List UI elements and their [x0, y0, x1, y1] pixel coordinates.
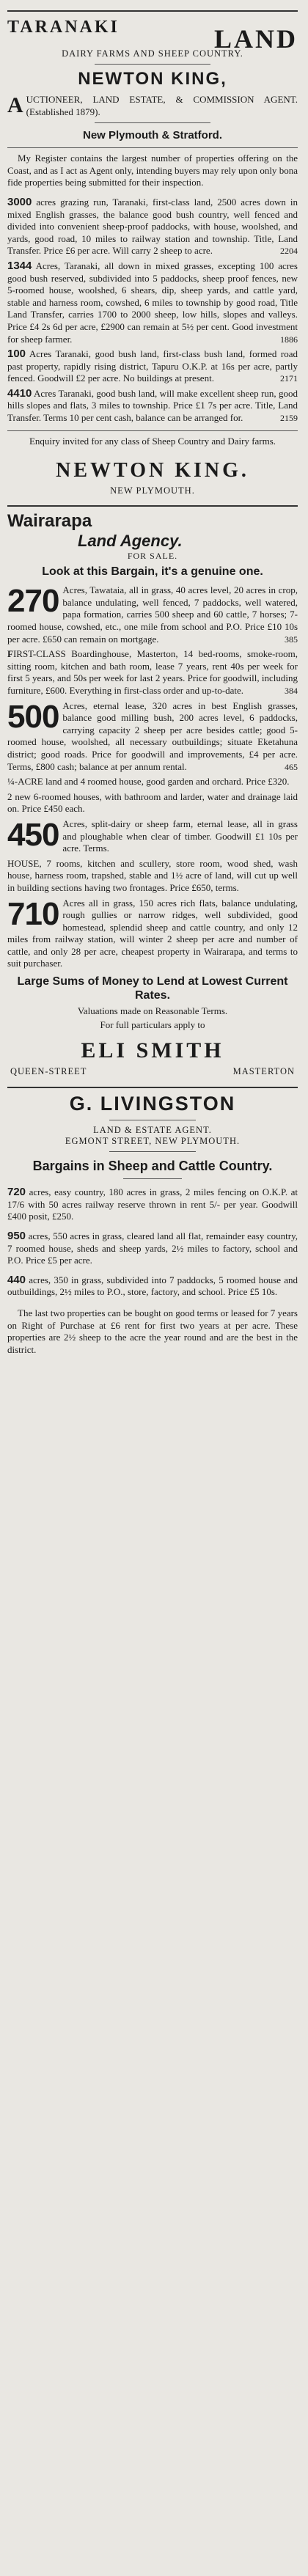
signature-place: NEW PLYMOUTH.	[110, 485, 195, 496]
newspaper-column	[7, 6, 298, 1356]
listing-quarter-acre	[7, 776, 298, 788]
signature-newton-king: NEWTON KING.	[56, 459, 249, 482]
listing-ref: 2204	[280, 246, 298, 257]
particulars-note: For full particulars apply to	[100, 1019, 205, 1030]
listing-text: acres, 550 acres in grass, cleared land all flat, remainder easy country, 7 roomed house, sheds and sheep yards, 2½ miles to factory, school and P.O. Price £5 per acre.	[7, 1230, 298, 1266]
listing-dropcap: 270	[7, 583, 59, 620]
listing-acreage: 100	[7, 348, 26, 361]
listing-270	[7, 584, 298, 645]
address-street: QUEEN-STREET	[10, 1066, 87, 1077]
listing-1344	[7, 260, 298, 345]
listing-ref: 465	[285, 761, 298, 772]
for-sale: FOR SALE.	[127, 551, 178, 562]
listing-boardinghouse	[7, 648, 298, 697]
listing-text: Acres, Taranaki, all down in mixed grasses, excepting 100 acres good bush reserved, subdivided into 5 paddocks, sheep proof fences, new 5-roomed house, woolshed, 6 shears, dip, sheep yards, and cattle yard, stable and harness room, cowshed, 6 miles to township by good road, Title Land Transfer, carries 1700 to 2000 sheep, low hills, slopes and valleys. Price £4 2s 6d per acre, £2900 can remain at 5½ per cent. Good investment for sheep farmer.	[7, 260, 298, 345]
divider	[7, 147, 298, 148]
listing-text: IRST-CLASS Boardinghouse, Masterton, 14 bed-rooms, smoke-room, sitting room, kitchen and bath room, lease 7 years, rent 40s per week for first 5 years, and 50s per week for last 2 years. Price for goodwill, including furniture, £600. Everything in first-class order and up-to-date.	[7, 648, 298, 696]
valuations-note: Valuations made on Reasonable Terms.	[77, 1005, 228, 1017]
title-land-agency: Land Agency.	[78, 532, 183, 551]
listing-text: Acres Taranaki, good bush land, will make excellent sheep run, good hills slopes and flats, 3 miles to township. Price £1 7s per acre. Title, Land Transfer. Terms 10 per cent cash, balance can be arranged for.	[7, 387, 298, 424]
listing-ref: 384	[285, 686, 298, 696]
listing-950	[7, 1230, 298, 1267]
taranaki-subtitle: DAIRY FARMS AND SHEEP COUNTRY.	[62, 48, 243, 59]
listing-ref: 1886	[280, 334, 298, 345]
listing-new-houses	[7, 791, 298, 815]
listing-440	[7, 1274, 298, 1299]
top-rule	[7, 10, 298, 12]
listing-text: Acres Taranaki, good bush land, first-class bush land, formed road past property, rapidly rising district, Tapuru O.K.P. at 16s per acre, partly fenced. Goodwill £2 per acre. No buildings at present.	[7, 348, 298, 384]
listing-text: 2 new 6-roomed houses, with bathroom and larder, water and drainage laid on. Price £450 each.	[7, 790, 298, 815]
intro-dropcap: A	[7, 93, 23, 117]
offices: New Plymouth & Stratford.	[82, 129, 222, 142]
bargains-headline: Bargains in Sheep and Cattle Country.	[32, 1159, 273, 1174]
listing-acreage: 4410	[7, 386, 32, 400]
listing-4410	[7, 388, 298, 425]
bargain-headline: Look at this Bargain, it's a genuine one.	[42, 565, 263, 579]
enquiry-note: Enquiry invited for any class of Sheep Country and Dairy farms.	[29, 435, 276, 447]
listing-dropcap: 710	[7, 895, 59, 932]
listing-initial: F	[7, 648, 13, 660]
title-taranaki: TARANAKI	[7, 18, 120, 37]
listing-text: acres grazing run, Taranaki, first-class land, 2500 acres down in mixed English grasses, the balance good bush country, well fenced and divided into convenient sheep-proof paddocks, with house, woolshed, and yards, good road, 10 miles to railway station and township. Title, Land Transfer. Price £6 per acre. Will carry 2 sheep to acre.	[7, 196, 298, 257]
address-town: MASTERTON	[232, 1066, 295, 1077]
title-land: LAND	[213, 24, 298, 54]
listing-ref: 2159	[280, 413, 298, 424]
listing-acreage: 440	[7, 1273, 26, 1286]
listing-ref: 385	[285, 634, 298, 645]
listing-ref: 2171	[280, 373, 298, 384]
divider	[95, 122, 210, 123]
listing-3000	[7, 197, 298, 257]
taranaki-listings	[7, 197, 298, 425]
listing-text: Acres, Tawataia, all in grass, 40 acres level, 20 acres in crop, balance undulating, well fenced, 7 paddocks, well watered, papa formation, carries 500 sheep and 60 cattle, 7 horses; 7-roomed house, cowshed, etc., one mile from school and P.O. Price £10 10s per acre. £650 can remain on mortgage.	[7, 584, 298, 645]
money-to-lend: Large Sums of Money to Lend at Lowest Current Rates.	[17, 975, 288, 1002]
divider	[95, 64, 210, 65]
listing-500	[7, 700, 298, 774]
listing-text: acres, easy country, 180 acres in grass, 2 miles fencing on O.K.P. at 17/6 with 50 acres railway reserve thrown in rent 5/- per year. Goodwill £400 posit, £250.	[7, 1186, 298, 1222]
listing-text: Acres, eternal lease, 320 acres in best English grasses, balance good milling bush, 200 acres level, 6 paddocks, carrying capacity 2 sheep per acre besides cattle; good 5-roomed house, woolshed, all necessary outbuildings; situate Eketahuna district; good roads. Price for goodwill and improvements, £4 per acre. Terms, £800 cash; balance at per annum rental.	[7, 700, 298, 772]
livingston-subtitle-2: EGMONT STREET, NEW PLYMOUTH.	[65, 1136, 241, 1147]
section-rule	[7, 1087, 298, 1088]
register-note: My Register contains the largest number of properties offering on the Coast, and as I act as Agent only, intending buyers may rely upon only bona fide properties being submitted for their inspection.	[7, 153, 298, 188]
agent-name-newton-king: NEWTON KING,	[78, 69, 227, 89]
livingston-advert	[7, 1093, 298, 1356]
taranaki-advert	[7, 10, 298, 496]
listing-text: Acres, split-dairy or sheep farm, eternal lease, all in grass and ploughable when clear of timber. Goodwill £1 10s per acre. Terms.	[62, 818, 298, 854]
agent-address	[7, 1066, 298, 1079]
listing-dropcap: 500	[7, 698, 59, 735]
listing-acreage: 3000	[7, 195, 32, 208]
title-wairarapa: Wairarapa	[7, 511, 92, 532]
listing-text: acres, 350 in grass, subdivided into 7 paddocks, 5 roomed house and outbuildings, 2½ miles to P.O., store, factory, and school. Price £5 10s.	[7, 1274, 298, 1298]
listing-acreage: 720	[7, 1186, 26, 1199]
listing-text: HOUSE, 7 rooms, kitchen and scullery, store room, wood shed, wash house, harness room, trapshed, stable and 1½ acre of land, will cut up well in building sections having two frontages. Price £650, terms.	[7, 857, 298, 893]
wairarapa-title	[7, 511, 298, 551]
livingston-subtitle-1: LAND & ESTATE AGENT.	[93, 1125, 212, 1136]
section-rule	[7, 505, 298, 507]
closing-note: The last two properties can be bought on good terms or leased for 7 years on Right of Purchase at £6 rent for first two years at per acre. These properties are 2½ sheep to the acre the year round and are the best in the district.	[7, 1307, 298, 1355]
agent-intro	[7, 94, 298, 118]
listing-house-7-rooms	[7, 858, 298, 895]
listing-100	[7, 348, 298, 385]
listing-text: Acres all in grass, 150 acres rich flats, balance undulating, rough gullies or narrow ridges, well subdivided, good homestead, splendid sheep and cattle country, and only 12 miles from railway station, will winter 2 sheep per acre and number of cattle, and only 28 per acre, cheapest property in Wairarapa, and terms to suit purchaser.	[7, 897, 298, 969]
listing-720	[7, 1186, 298, 1223]
agent-name-eli-smith: ELI SMITH	[81, 1038, 224, 1063]
divider	[123, 1178, 181, 1179]
wairarapa-advert	[7, 511, 298, 1079]
listing-710	[7, 895, 298, 971]
listing-450	[7, 818, 298, 855]
divider	[109, 1151, 197, 1152]
listing-text: ¼-ACRE land and 4 roomed house, good garden and orchard. Price £320.	[7, 776, 290, 788]
agent-name-livingston: G. LIVINGSTON	[69, 1093, 236, 1115]
divider	[7, 430, 298, 431]
listing-acreage: 1344	[7, 259, 32, 272]
intro-text: UCTIONEER, LAND ESTATE, & COMMISSION AGENT. (Established 1879).	[26, 94, 298, 117]
listing-acreage: 950	[7, 1230, 26, 1243]
listing-dropcap: 450	[7, 816, 59, 853]
